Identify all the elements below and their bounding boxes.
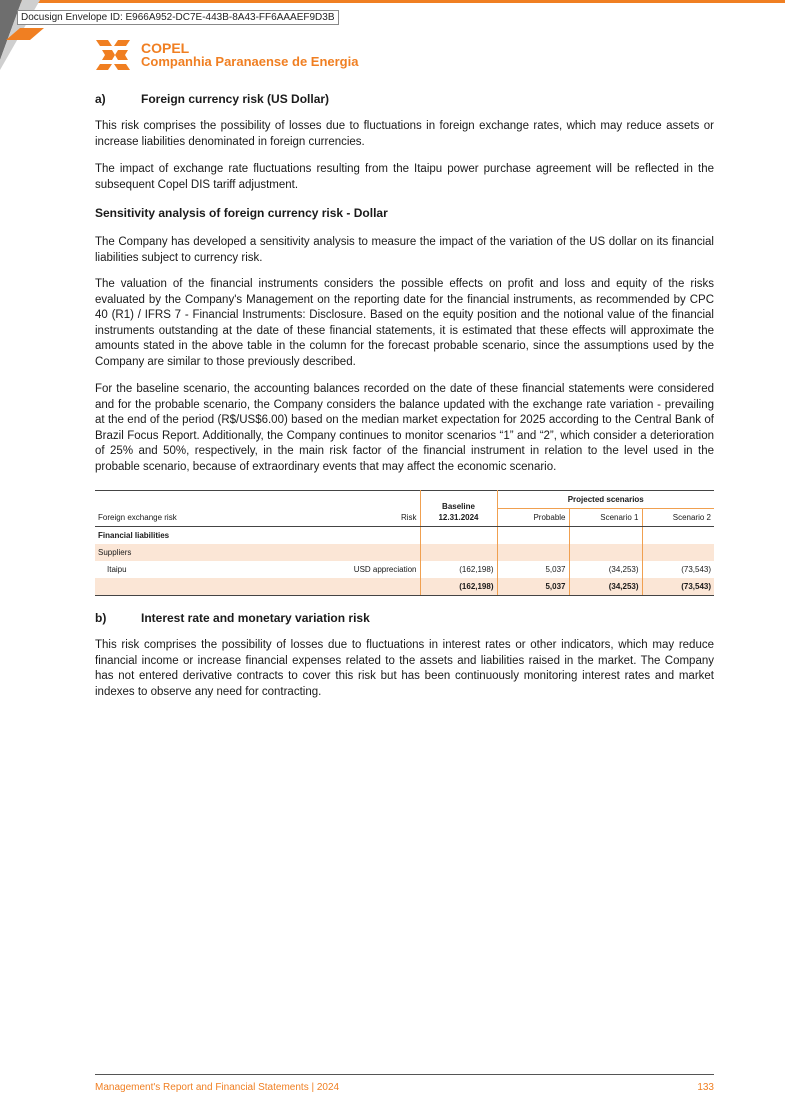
paragraph: The valuation of the financial instruments considers the possible effects on profit and loss and equity of the risks evaluated by the Company's Management on the reporting date for the financial instruments, as recommended by CPC 40 (R1) / IFRS 7 - Financial Instruments: Disclosure. Based on the equity position and the notional value of the financial instruments outstanding at the date of these financial statements, it is estimated that these effects will approximate the amounts stated in the above table in the column for the forecast probable scenario, since the assumptions used by the Company are similar to those previously described. — [95, 278, 714, 368]
footer-title: Management's Report and Financial Statements | 2024 — [95, 1082, 340, 1093]
row-label: Itaipu — [107, 565, 127, 574]
section-b-number: b) — [95, 611, 107, 625]
table-row — [95, 527, 714, 545]
col-baseline-label: Baseline — [442, 502, 475, 511]
company-short-name: COPEL — [141, 40, 190, 56]
company-logo — [96, 38, 358, 72]
section-b-title: Interest rate and monetary variation risk — [141, 611, 370, 625]
row-probable: 5,037 — [497, 561, 569, 578]
section-b-heading — [95, 611, 714, 625]
copel-logo-icon — [96, 38, 134, 72]
table-total-row — [95, 578, 714, 596]
paragraph: The impact of exchange rate fluctuations resulting from the Itaipu power purchase agreement will be reflected in the subsequent Copel DIS tariff adjustment. — [95, 163, 714, 191]
section-a-heading — [95, 92, 714, 106]
top-accent-bar — [0, 0, 785, 3]
row-risk: USD appreciation — [338, 561, 420, 578]
paragraph: For the baseline scenario, the accounting balances recorded on the date of these financial statements were considered and for the probable scenario, the Company considers the balance updated with the exchange rate variation - prevailing at the end of the period (R$/US$6.00) based on the median market expectation for 2025 according to the Central Bank of Brazil Focus Report. Additionally, the Company continues to monitor scenarios “1” and “2”, which consider a deterioration of 25% and 50%, respectively, in the main risk factor of the financial instrument in relation to the level used in the probable scenario, because of extraordinary events that may affect the economic scenario. — [95, 383, 714, 473]
row-scenario-1: (34,253) — [569, 561, 642, 578]
table-header-row — [95, 509, 714, 527]
total-scenario-1: (34,253) — [569, 578, 642, 596]
col-header-risk: Risk — [338, 509, 420, 527]
col-baseline-date: 12.31.2024 — [438, 513, 479, 522]
company-full-name: Companhia Paranaense de Energia — [141, 54, 359, 69]
section-a-title: Foreign currency risk (US Dollar) — [141, 92, 330, 106]
main-content — [95, 92, 714, 700]
total-scenario-2: (73,543) — [642, 578, 714, 596]
subgroup-label: Suppliers — [95, 544, 338, 561]
sensitivity-heading: Sensitivity analysis of foreign currency risk - Dollar — [95, 206, 388, 220]
group-label: Financial liabilities — [98, 531, 170, 540]
col-header-scenario-1: Scenario 1 — [569, 509, 642, 527]
page-footer — [95, 1074, 714, 1093]
col-header-scenario-2: Scenario 2 — [642, 509, 714, 527]
col-header-probable: Probable — [497, 509, 569, 527]
paragraph: This risk comprises the possibility of losses due to fluctuations in foreign exchange rates, which may reduce assets or increase liabilities denominated in foreign currencies. — [95, 120, 714, 148]
projected-scenarios-header: Projected scenarios — [497, 491, 714, 509]
sensitivity-table — [95, 490, 714, 596]
table-row — [95, 561, 714, 578]
paragraph: The Company has developed a sensitivity analysis to measure the impact of the variation of the US dollar on its financial liabilities subject to currency risk. — [95, 236, 714, 264]
total-probable: 5,037 — [497, 578, 569, 596]
row-baseline: (162,198) — [420, 561, 497, 578]
paragraph: This risk comprises the possibility of losses due to fluctuations in interest rates or other indicators, which may reduce financial income or increase financial expenses related to the assets and liabilities raised in the market. The Company has not entered derivative contracts to cover this risk but has been continuously monitoring interest rates and market indexes to observe any need for contracting. — [95, 639, 714, 698]
row-scenario-2: (73,543) — [681, 565, 711, 574]
page-number: 133 — [697, 1082, 714, 1093]
total-baseline: (162,198) — [420, 578, 497, 596]
table-row — [95, 544, 714, 561]
section-a-number: a) — [95, 92, 106, 106]
envelope-id: Docusign Envelope ID: E966A952-DC7E-443B-8A43-FF6AAAEF9D3B — [17, 10, 339, 25]
table-header-row — [95, 491, 714, 509]
col-header-risk-type: Foreign exchange risk — [95, 509, 338, 527]
